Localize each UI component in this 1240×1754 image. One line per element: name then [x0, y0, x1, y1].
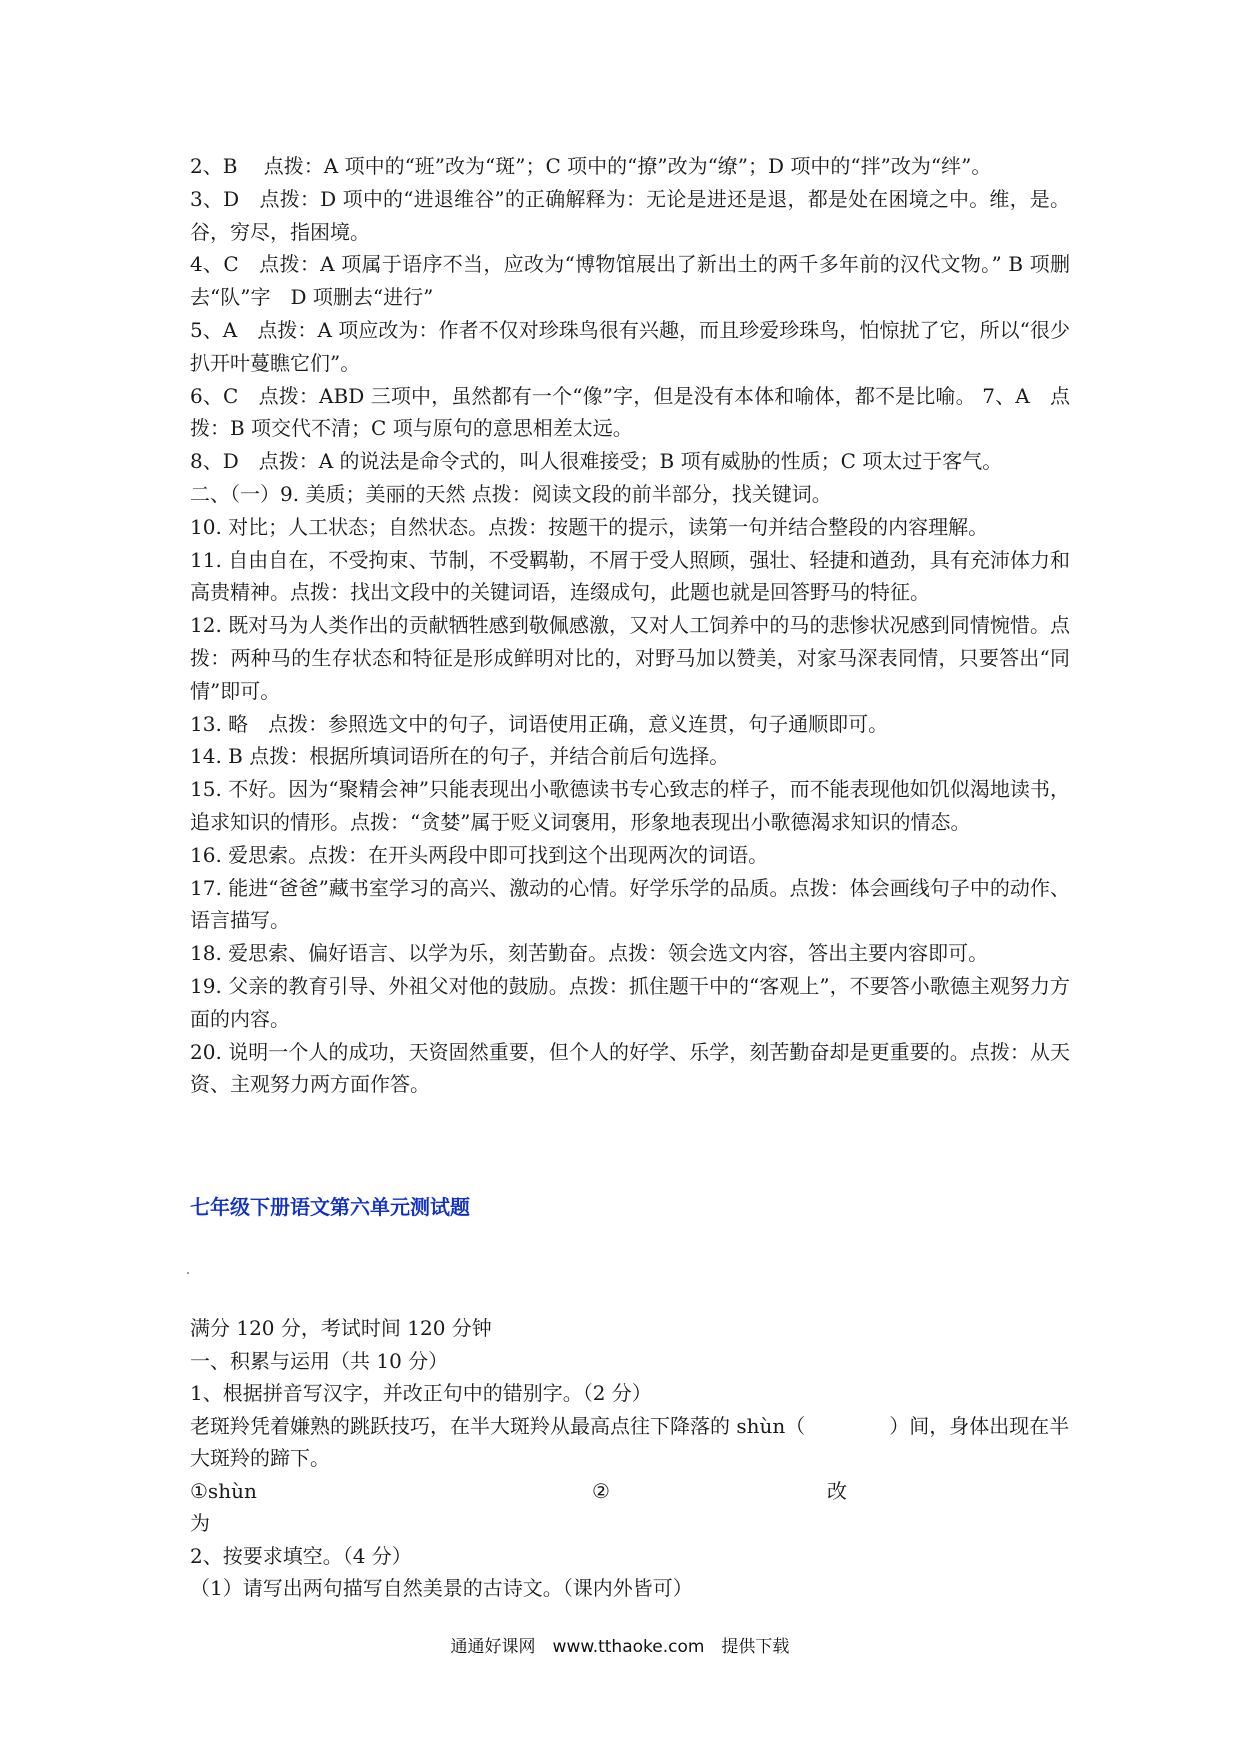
- question-1-sentence-start: 老斑羚凭着嫌熟的跳跃技巧，在半大斑羚从最高点往下降落的 shùn（: [190, 1413, 806, 1438]
- question-1-sentence-end: ）间，身体出现在半大斑羚的蹄下。: [190, 1413, 1070, 1470]
- answer-6-7: 6、C 点拨：ABD 三项中，虽然都有一个“像”字，但是没有本体和喻体，都不是比喻。 7、A 点拨：B 项交代不清；C 项与原句的意思相差太远。: [190, 383, 1070, 441]
- section-title: 七年级下册语文第六单元测试题: [190, 1195, 470, 1219]
- question-1-sentence: [190, 1410, 1070, 1475]
- stray-dot: [187, 1272, 189, 1274]
- answer-2: 2、B 点拨：A 项中的“班”改为“斑”；C 项中的“撩”改为“缭”；D 项中的“拌”改为“绊”。: [190, 154, 992, 178]
- answer-16: 16. 爱思索。点拨：在开头两段中即可找到这个出现两次的词语。: [190, 842, 769, 867]
- score-time: 满分 120 分，考试时间 120 分钟: [190, 1316, 492, 1340]
- answer-18: 18. 爱思索、偏好语言、以学为乐，刻苦勤奋。点拨：领会选文内容，答出主要内容即可。: [190, 941, 989, 966]
- answer-key: [190, 150, 1070, 1101]
- test-section: [190, 1312, 1070, 1605]
- answer-5: 5、A 点拨：A 项应改为：作者不仅对珍珠鸟很有兴趣，而且珍爱珍珠鸟，怕惊扰了它，所以“很少扒开叶蔓瞧它们”。: [190, 317, 1070, 375]
- answer-13: 13. 略 点拨：参照选文中的句子，词语使用正确，意义连贯，句子通顺即可。: [190, 711, 889, 736]
- answer-17: 17. 能进“爸爸”藏书室学习的高兴、激动的心情。好学乐学的品质。点拨：体会画线句子中的动作、语言描写。: [190, 875, 1070, 933]
- question-1-blanks: [190, 1475, 1070, 1508]
- blank-label-3: 改: [827, 1478, 847, 1503]
- part-one-heading: 一、积累与运用（共 10 分）: [190, 1348, 449, 1373]
- answer-3: 3、D 点拨：D 项中的“进退维谷”的正确解释为：无论是进还是退，都是处在困境之中。维，是。谷，穷尽，指困境。: [190, 186, 1070, 244]
- blank-label-1: ①shùn: [190, 1478, 257, 1503]
- question-2-sub-1: （1）请写出两句描写自然美景的古诗文。（课内外皆可）: [190, 1576, 693, 1600]
- page-footer: 通通好课网 www.tthaoke.com 提供下载: [450, 1637, 790, 1657]
- answer-14: 14. B 点拨：根据所填词语所在的句子，并结合前后句选择。: [190, 744, 730, 769]
- question-2-title: 2、按要求填空。（4 分）: [190, 1543, 412, 1568]
- answer-19: 19. 父亲的教育引导、外祖父对他的鼓励。点拨：抓住题干中的“客观上”，不要答小歌德主观努力方面的内容。: [190, 973, 1070, 1031]
- answer-4: 4、C 点拨：A 项属于语序不当，应改为“博物馆展出了新出土的两千多年前的汉代文物。” B 项删去“队”字 D 项删去“进行”: [190, 252, 1070, 310]
- answer-9: 二、（一）9. 美质；美丽的天然 点拨：阅读文段的前半部分，找关键词。: [190, 481, 832, 506]
- question-1-title: 1、根据拼音写汉字，并改正句中的错别字。（2 分）: [190, 1381, 652, 1405]
- answer-10: 10. 对比；人工状态；自然状态。点拨：按题干的提示，读第一句并结合整段的内容理解。: [190, 514, 989, 539]
- answer-15: 15. 不好。因为“聚精会神”只能表现出小歌德读书专心致志的样子，而不能表现他如饥似渴地读书，追求知识的情形。点拨：“贪婪”属于贬义词褒用，形象地表现出小歌德渴求知识的情态。: [190, 777, 1070, 834]
- answer-11: 11. 自由自在，不受拘束、节制，不受羁勒，不屑于受人照顾，强壮、轻捷和遒劲，具有充沛体力和高贵精神。点拨：找出文段中的关键词语，连缀成句，此题也就是回答野马的特征。: [190, 547, 1070, 605]
- blank-label-2: ②: [592, 1478, 610, 1503]
- answer-20: 20. 说明一个人的成功，天资固然重要，但个人的好学、乐学，刻苦勤奋却是更重要的。点拨：从天资、主观努力两方面作答。: [190, 1039, 1070, 1097]
- answer-8: 8、D 点拨：A 的说法是命令式的，叫人很难接受；B 项有威胁的性质；C 项太过于客气。: [190, 449, 1003, 474]
- answer-12: 12. 既对马为人类作出的贡献牺牲感到敬佩感激，又对人工饲养中的马的悲惨状况感到同情惋惜。点拨：两种马的生存状态和特征是形成鲜明对比的，对野马加以赞美，对家马深表同情，只要答出“同情”即可。: [190, 613, 1070, 703]
- blank-label-4: 为: [190, 1511, 210, 1535]
